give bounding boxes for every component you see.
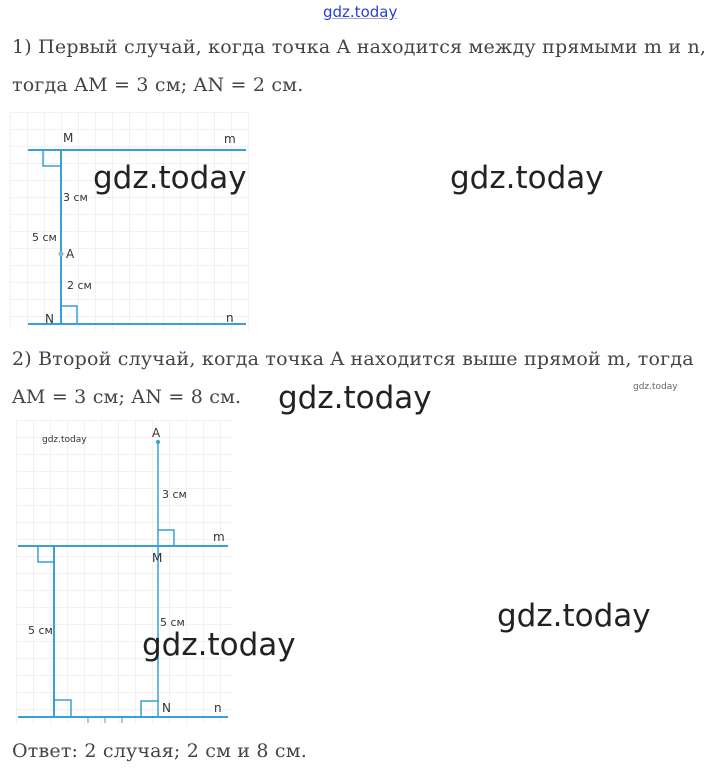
figure2-label-MN-right: 5 см <box>160 616 185 629</box>
case2-text-line1: 2) Второй случай, когда точка A находится выше прямой m, тогда <box>12 348 694 370</box>
case1-text-line1: 1) Первый случай, когда точка A находится между прямыми m и n, <box>12 36 707 58</box>
figure1-label-m: m <box>224 132 236 146</box>
figure2-point-A <box>156 440 160 444</box>
figure1-label-M: M <box>63 131 74 145</box>
watermark-2: gdz.today <box>450 160 604 196</box>
figure2-label-AM: 3 см <box>162 488 187 501</box>
figure2-label-n: n <box>214 701 222 715</box>
figure2-label-m: m <box>213 530 225 544</box>
figure2-label-M: M <box>152 551 163 565</box>
figure1-label-n: n <box>226 311 234 325</box>
figure1-label-AM: 3 см <box>63 191 88 204</box>
figure1-label-MN: 5 см <box>32 231 57 244</box>
watermark-1: gdz.today <box>93 160 247 196</box>
case2-text-line2: AM = 3 см; AN = 8 см. <box>12 386 242 408</box>
figure1-diagram <box>10 112 250 330</box>
figure2-label-A: A <box>152 426 161 440</box>
watermark-small-1: gdz.today <box>633 382 678 392</box>
figure1-label-A: A <box>66 247 75 261</box>
site-header-link[interactable]: gdz.today <box>323 3 398 21</box>
figure2-label-MN-left: 5 см <box>28 624 53 637</box>
figure2-label-N: N <box>162 701 171 715</box>
figure1-label-N: N <box>45 312 54 326</box>
figure1-label-AN: 2 см <box>67 279 92 292</box>
figure2-grid <box>16 420 232 725</box>
figure2-watermark-small: gdz.today <box>42 435 87 445</box>
case1-text-line2: тогда AM = 3 см; AN = 2 см. <box>12 74 304 96</box>
watermark-4: gdz.today <box>142 627 296 663</box>
figure1-grid <box>10 112 250 330</box>
figure1-point-A <box>59 252 64 257</box>
watermark-3: gdz.today <box>278 380 432 416</box>
answer-text: Ответ: 2 случая; 2 см и 8 см. <box>12 740 307 762</box>
watermark-5: gdz.today <box>497 598 651 634</box>
figure2-diagram <box>16 420 232 725</box>
